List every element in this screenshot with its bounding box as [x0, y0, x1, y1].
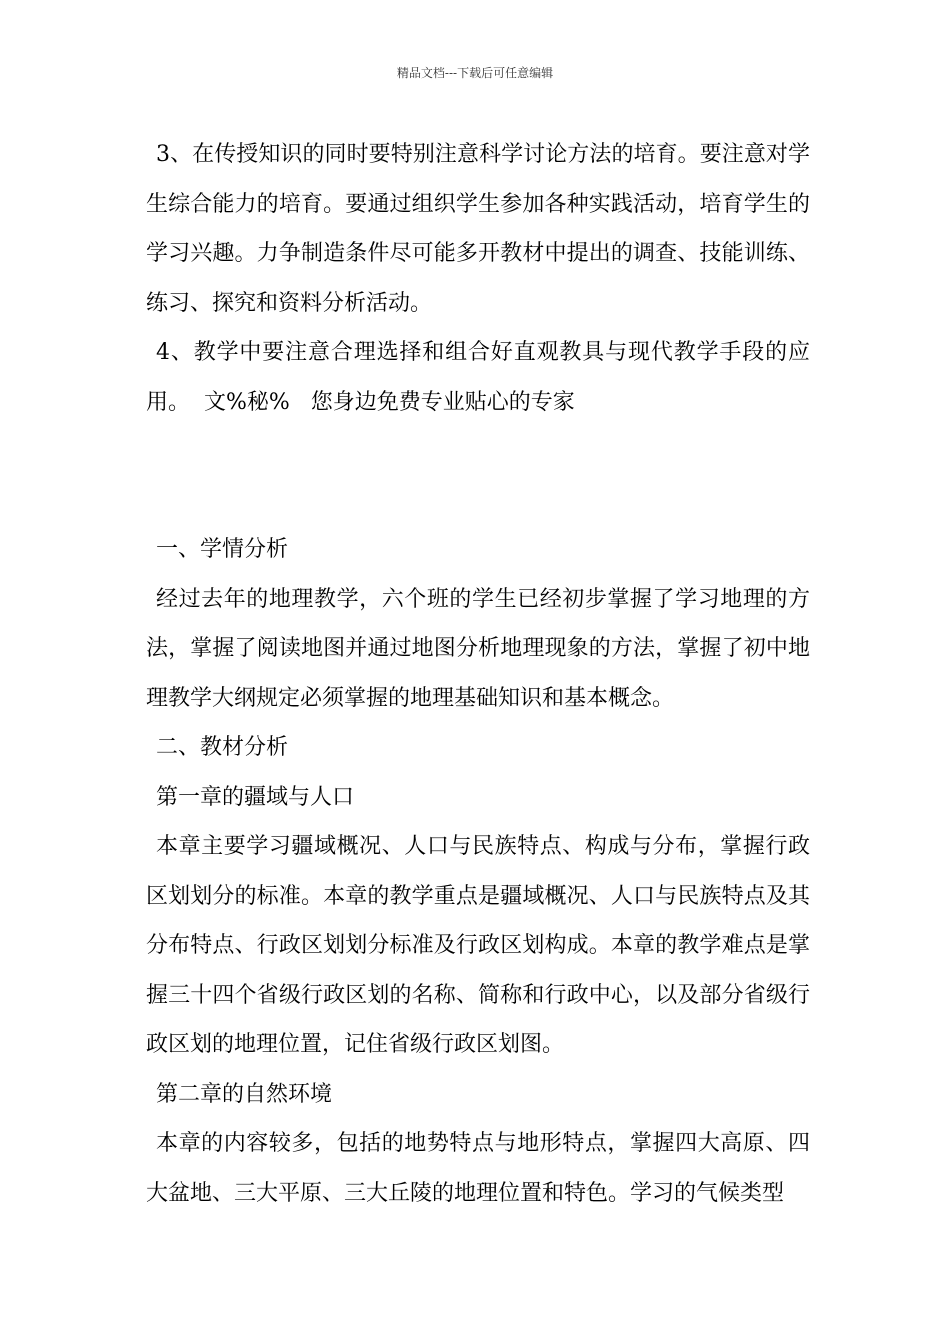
paragraph-item-4: 4、教学中要注意合理选择和组合好直观教具与现代教学手段的应用。 文%秘% 您身边免费专业贴心的专家	[146, 340, 810, 415]
student-analysis-paragraph: 经过去年的地理教学，六个班的学生已经初步掌握了学习地理的方法，掌握了阅读地图并通过地图分析地理现象的方法，掌握了初中地理教学大纲规定必须掌握的地理基础知识和基本概念。	[146, 586, 810, 711]
chapter1-paragraph: 本章主要学习疆域概况、人口与民族特点、构成与分布，掌握行政区划划分的标准。本章的教学重点是疆域概况、人口与民族特点及其分布特点、行政区划划分标准及行政区划构成。本章的教学难点是掌握三十四个省级行政区划的名称、简称和行政中心，以及部分省级行政区划的地理位置，记住省级行政区划图。	[146, 834, 810, 1057]
section-heading-student-analysis: 一、学情分析	[156, 537, 289, 562]
paragraph-item-3: 3、在传授知识的同时要特别注意科学讨论方法的培育。要注意对学生综合能力的培育。要通过组织学生参加各种实践活动，培育学生的学习兴趣。力争制造条件尽可能多开教材中提出的调查、技能训练、练习、探究和资料分析活动。	[146, 142, 810, 316]
document-body	[146, 130, 810, 1218]
chapter2-paragraph: 本章的内容较多，包括的地势特点与地形特点，掌握四大高原、四大盆地、三大平原、三大丘陵的地理位置和特色。学习的气候类型	[146, 1131, 810, 1206]
chapter1-heading: 第一章的疆域与人口	[156, 784, 355, 810]
blank-spacer	[146, 427, 810, 525]
section-heading-textbook-analysis: 二、教材分析	[156, 735, 289, 760]
chapter2-heading: 第二章的自然环境	[156, 1081, 333, 1107]
page-header: 精品文档---下载后可任意编辑	[396, 66, 554, 80]
